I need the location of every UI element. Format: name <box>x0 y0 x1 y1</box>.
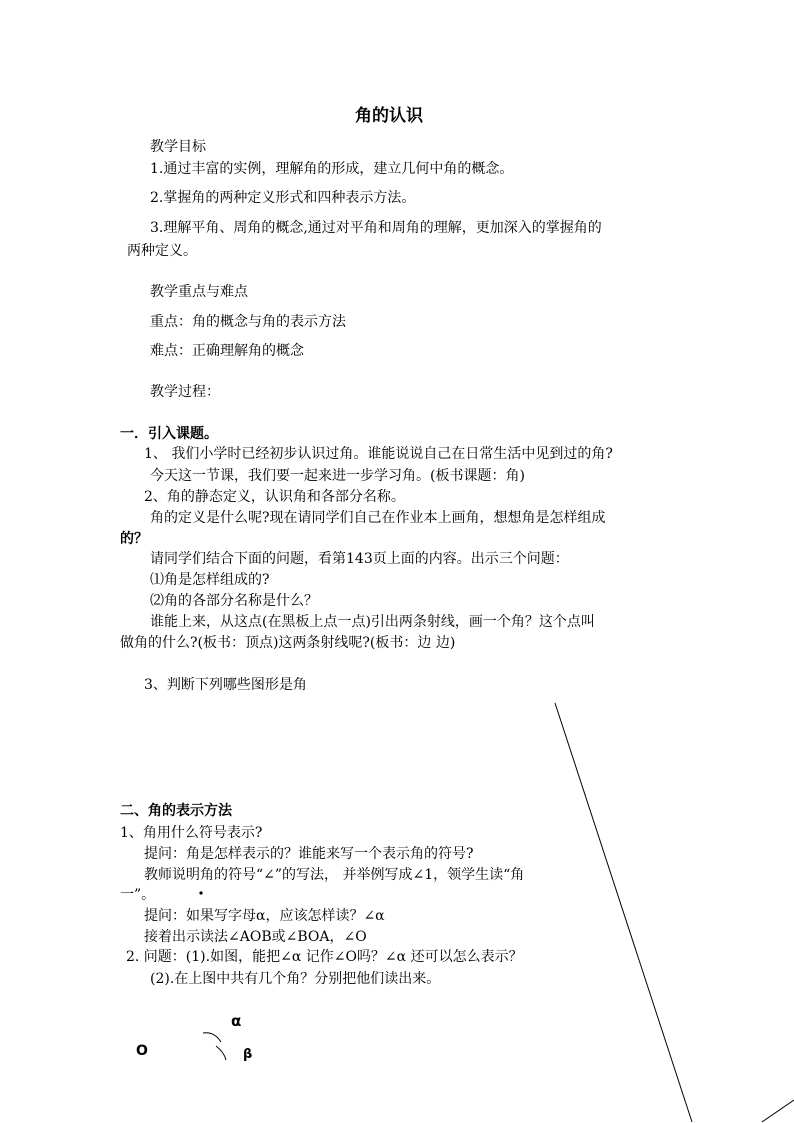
objectives-heading: 教学目标 <box>150 139 206 155</box>
vertex-o-label: O <box>136 1043 148 1059</box>
alpha-label: α <box>231 1012 242 1030</box>
section1-question-2: ⑵角的各部分名称是什么？ <box>150 593 318 609</box>
section1-line-6: 请同学们结合下面的问题，看第143页上面的内容。出示三个问题： <box>150 551 569 567</box>
section1-line-3: 2、角的静态定义，认识角和各部分名称。 <box>144 489 405 505</box>
section1-line-10: 做角的什么?(板书：顶点)这两条射线呢?(板书：边 边) <box>120 635 456 651</box>
section2-line-8: (2).在上图中共有几个角？分别把他们读出来。 <box>150 971 441 987</box>
section1-line-9: 谁能上来，从这点(在黑板上点一点)引出两条射线，画一个角？这个点叫 <box>150 614 595 630</box>
section2-line-5: 提问：如果写字母α，应该怎样读？∠α <box>144 908 385 924</box>
bullet-dot <box>199 891 202 894</box>
section1-heading: 一．引入课题。 <box>120 426 218 442</box>
key-point-focus: 重点：角的概念与角的表示方法 <box>150 314 346 330</box>
section2-line-6: 接着出示读法∠AOB或∠BOA，∠O <box>144 929 367 945</box>
section1-line-5: 的？ <box>120 531 148 547</box>
page-title: 角的认识 <box>355 106 423 126</box>
angle-arc-alpha <box>203 1033 221 1042</box>
section2-line-2: 提问：角是怎样表示的？谁能来写一个表示角的符号? <box>144 846 474 862</box>
section1-question-1: ⑴角是怎样组成的? <box>150 572 270 588</box>
key-point-difficulty: 难点：正确理解角的概念 <box>150 343 304 359</box>
section1-line-2: 今天这一节课，我们要一起来进一步学习角。(板书课题：角) <box>150 468 525 484</box>
corner-ray-line <box>762 1100 794 1122</box>
long-ray-line <box>555 703 692 1122</box>
objective-item-1: 1.通过丰富的实例，理解角的形成，建立几何中角的概念。 <box>150 161 514 177</box>
section2-line-4: 一”。 <box>120 887 156 903</box>
section2-line-7: 2. 问题：(1).如图，能把∠α 记作∠O吗？∠α 还可以怎么表示？ <box>126 949 523 965</box>
section2-heading: 二、角的表示方法 <box>120 803 232 819</box>
section1-line-1: 1、 我们小学时已经初步认识过角。谁能说说自己在日常生活中见到过的角? <box>144 446 613 462</box>
section2-line-1: 1、角用什么符号表示? <box>120 825 263 841</box>
section2-line-3: 教师说明角的符号“∠”的写法， 并举例写成∠1，领学生读“角 <box>144 867 525 883</box>
objective-item-3-cont: 两种定义。 <box>127 243 197 259</box>
angle-arc-beta <box>216 1046 226 1060</box>
section1-line-11: 3、判断下列哪些图形是角 <box>144 677 307 693</box>
beta-label: β <box>243 1047 253 1062</box>
objective-item-3: 3.理解平角、周角的概念,通过对平角和周角的理解，更加深入的掌握角的 <box>150 220 602 236</box>
objective-item-2: 2.掌握角的两种定义形式和四种表示方法。 <box>150 190 416 206</box>
key-points-heading: 教学重点与难点 <box>150 284 248 300</box>
process-heading: 教学过程： <box>150 384 220 400</box>
section1-line-4: 角的定义是什么呢?现在请同学们自己在作业本上画角，想想角是怎样组成 <box>150 510 606 526</box>
